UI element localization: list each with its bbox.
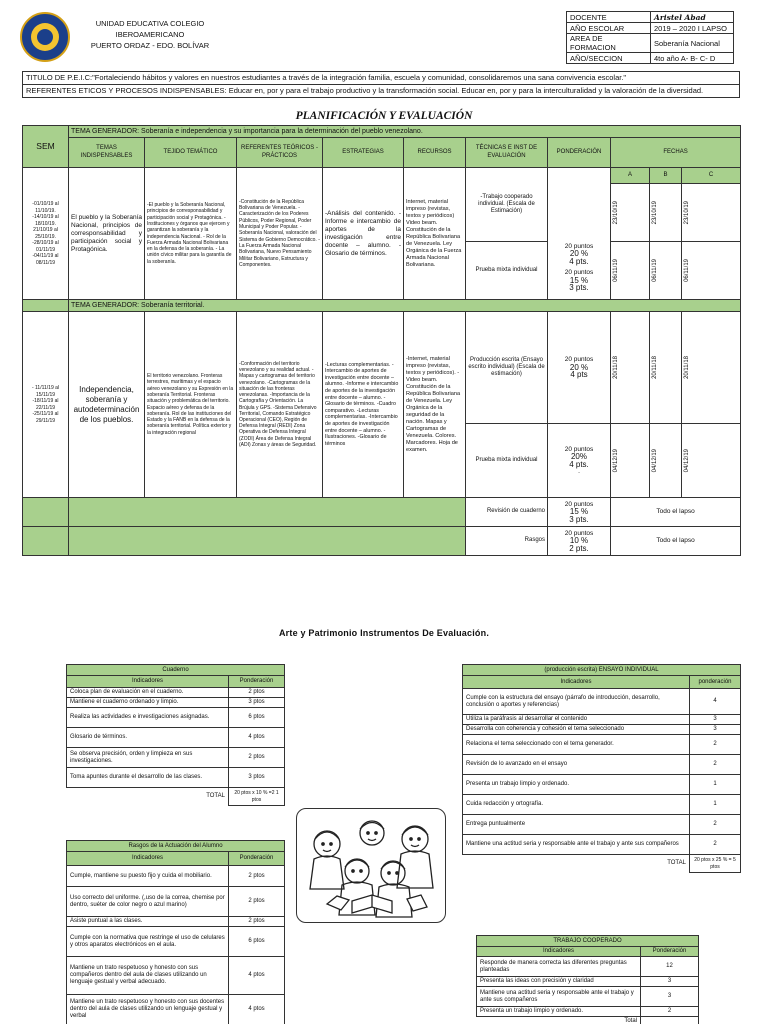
col-header: Indicadores [463, 676, 690, 689]
pond-pts: 2 pts. [569, 543, 589, 553]
header-tecnicas: TÉCNICAS E INST DE EVALUACIÓN [466, 138, 548, 168]
peic-title-line [23, 72, 739, 85]
fecha-4: Todo el lapso [611, 527, 741, 556]
indicator: Coloca plan de evaluación en el cuaderno. [67, 688, 229, 698]
value: 2 ptos [229, 866, 285, 887]
children-illustration-svg [297, 809, 446, 923]
col-header: Ponderación [641, 947, 699, 957]
value: 1 [690, 795, 741, 815]
header-ponderacion: PONDERACIÓN [548, 138, 611, 168]
tema-text: Soberanía e independencia y su importancia para la determinación del pueblo venezolano. [139, 127, 423, 135]
total-value: 20 ptos x 25 % = 5 ptos [690, 855, 741, 873]
empty-green-cell [23, 498, 69, 527]
tecnica-4: Rasgos [466, 527, 548, 556]
empty-green-cell [69, 498, 466, 527]
ponderacion-1a [548, 168, 611, 242]
col-header: ponderación [690, 676, 741, 689]
referentes-2: -Conformación del territorio venezolano y su realidad actual. - Mapas y cartogramas del territorio venezolano. -Cartogramas de la situación de las fronteras venezolanas. -Importancia de la Cartografía y Orientación. La Brújula y GPS. -Sistema Defensivo Territorial, Comando Estratégico Operacional (CEO), Región de Defensa Integral (REDI) Zona Operativa de Defensa Integral (ZODI) Área de Defensa Integral (ADI) Zonas y áreas de Seguridad. [237, 312, 323, 498]
indicator: Realiza las actividades e investigaciones asignadas. [67, 708, 229, 728]
pond-pct: 20% [570, 452, 587, 461]
pond-points: 20 puntos [564, 269, 594, 276]
indicator: Mantiene un trato respetuoso y honesto con sus docentes dentro del aula de clases utilizando un lenguaje gestual y verbal [67, 995, 229, 1024]
indicator: Responde de manera correcta las diferentes preguntas planteadas [477, 957, 641, 977]
total-label: Total [624, 1018, 637, 1024]
estrategias-1: -Análisis del contenido. -Informe e intercambio de aportes de la investigación entre docente – alumno. -Glosario de términos. [323, 168, 404, 300]
pond-pct: 15 % [569, 507, 589, 517]
value: 12 [641, 957, 699, 977]
table-title: Rasgos de la Actuación del Alumno [67, 841, 285, 852]
value: 3 [641, 987, 699, 1007]
fecha-cell [650, 424, 682, 498]
tecnica-1a: -Trabajo cooperado individual. (Escala de Estimación) [466, 168, 548, 242]
tejido-2: El territorio venezolano. Fronteras terrestres, marítimas y el espacio aéreo venezolano y su Expresión en la soberanía Territorial. Fronteras situación y problemática del territorio. Espacio aéreo y defensa de la soberanía. Rol de las instituciones del Estado y la FANB en la defensa de la soberanía territorial. Política exterior y la integración regional [145, 312, 237, 498]
school-name [80, 18, 220, 51]
peic-box [22, 71, 740, 98]
header-fecha-b: B [650, 168, 682, 184]
value: 4 ptos [229, 995, 285, 1024]
tecnica-1b: Prueba mixta individual [466, 242, 548, 300]
indicator: Utiliza la paráfrasis al desarrollar el contenido [463, 715, 690, 725]
indicator: Desarrolla con coherencia y cohesión el tema seleccionado [463, 725, 690, 735]
indicator: Cumple con la estructura del ensayo (párrafo de introducción, desarrollo, conclusión o aportes y referencias) [463, 689, 690, 715]
planning-grid [22, 125, 741, 556]
value: 3 [690, 715, 741, 725]
value: 3 ptos [229, 698, 285, 708]
value: 4 ptos [229, 957, 285, 995]
header-fechas: FECHAS [611, 138, 741, 168]
indicator: Mantiene una actitud seria y responsable ante el trabajo y ante sus compañeros [477, 987, 641, 1007]
fecha-1b-c: 06/11/19 [684, 259, 690, 282]
header-referentes: REFERENTES TEÓRICOS - PRÁCTICOS [237, 138, 323, 168]
ponderacion-2a [548, 312, 611, 424]
pond-pts: 3 pts. [569, 283, 589, 292]
value: 2 ptos [229, 748, 285, 768]
total-value [641, 1017, 699, 1024]
indicator: Cuida redacción y ortografía. [463, 795, 690, 815]
school-line-2: IBEROAMERICANO [115, 30, 185, 39]
value: 2 [641, 1007, 699, 1017]
value: 3 ptos [229, 768, 285, 788]
recursos-2: -Internet, material impreso (revistas, textos y periódicos). - Video beam. Constitución de la República Bolivariana de Venezuela. Ley Orgánica de la seguridad de la nación. Mapas y Cartogramas de Venezuela. Colores. Marcadores. Hoja de examen. [404, 312, 466, 498]
fecha-2a-b: 20/11/18 [652, 356, 658, 379]
info-key: AREA DE FORMACION [567, 34, 651, 53]
value: 3 [690, 725, 741, 735]
indicator: Uso correcto del uniforme. (,uso de la correa, chemise por dentro, suéter de color negro o azul marino) [67, 887, 229, 917]
referentes-1: -Constitución de la República Bolivariana de Venezuela. -Caracterización de los Poderes Públicos, Poder Regional, Poder Municipal y Poder Popular. -Soberanía Nacional, valoración del Sistema de Gobierno Democrático. -La Fuerza Armada Nacional Bolivariana, Nuevo Pensamiento Militar Bolivariano, Estructura y Componentes. [237, 168, 323, 300]
info-key: AÑO/SECCION [567, 53, 651, 64]
fecha-3: Todo el lapso [611, 498, 741, 527]
pond-pts: 4 pts. [569, 256, 589, 266]
indicator: Asiste puntual a las clases. [67, 917, 229, 927]
header-tejido: TEJIDO TEMÁTICO [145, 138, 237, 168]
tecnica-2a: Producción escrita (Ensayo escrito individual) (Escala de estimación) [466, 312, 548, 424]
arte-title: Arte y Patrimonio Instrumentos De Evaluación. [278, 628, 490, 638]
total-value: 20 ptos x 10 % =2 1 ptos [229, 788, 285, 806]
info-value: Soberanía Nacional [651, 34, 734, 53]
fecha-cell [611, 184, 650, 242]
indicator: Presenta un trabajo limpio y ordenado. [463, 775, 690, 795]
fecha-1a-c: 23/10/19 [684, 200, 690, 225]
indicator: Presenta las ideas con precisión y claridad [477, 977, 641, 987]
fecha-2b-b: 04/12/19 [652, 448, 658, 473]
school-line-1: UNIDAD EDUCATIVA COLEGIO [95, 19, 205, 28]
indicator: Presenta un trabajo limpio y ordenado. [477, 1007, 641, 1017]
fecha-1b-b: 06/11/19 [652, 259, 658, 282]
school-line-3: PUERTO ORDAZ - EDO. BOLÍVAR [90, 41, 210, 50]
pond-pct: 20 % [569, 249, 589, 258]
school-logo [20, 12, 70, 62]
info-key: DOCENTE [567, 12, 651, 23]
pond-dot: . [578, 468, 580, 475]
ponderacion-1-block [548, 242, 611, 300]
tema-label: TEMA GENERADOR: [71, 127, 140, 135]
fecha-2b-c: 04/12/19 [684, 448, 690, 473]
cooperado-table [476, 935, 699, 1024]
pond-points: 20 puntos [564, 500, 594, 508]
info-value: 4to año A- B- C- D [651, 53, 734, 64]
fecha-cell [650, 312, 682, 424]
ponderacion-2b [548, 424, 611, 498]
tema-label: TEMA GENERADOR: [71, 301, 140, 309]
teacher-info-table [566, 11, 734, 64]
children-reading-illustration [296, 808, 446, 923]
table-title: (producción escrita) ENSAYO INDIVIDUAL [463, 665, 741, 676]
ponderacion-3 [548, 498, 611, 527]
estrategias-2: -Lecturas complementarias. -Intercambio de aportes de investigación entre docente – alumno. -Informe e intercambio de aportes de la investigación entre docente – alumno. -Glosario de términos. -Cuadro comparativo. -Lecturas complementarias. -Intercambio de aportes de investigación entre docente – alumno. -Ilustraciones. -Glosario de términos [323, 312, 404, 498]
col-header: Indicadores [67, 852, 229, 866]
fecha-cell [682, 242, 741, 300]
tecnica-2b: Prueba mixta individual [466, 424, 548, 498]
pond-pts: 4 pts [570, 370, 588, 380]
pond-points: 20 puntos [564, 242, 594, 250]
header-temas: TEMAS INDISPENSABLES [69, 138, 145, 168]
indicator: Revisión de lo avanzado en el ensayo [463, 755, 690, 775]
fecha-1a-b: 23/10/19 [652, 200, 658, 225]
fecha-1a-a: 23/10/19 [613, 200, 619, 225]
value: 2 ptos [229, 688, 285, 698]
info-key: AÑO ESCOLAR [567, 23, 651, 34]
info-value: 2019 – 2020 I LAPSO [651, 23, 734, 34]
fecha-cell [682, 184, 741, 242]
value: 2 [690, 755, 741, 775]
col-header: Indicadores [477, 947, 641, 957]
fecha-cell [650, 184, 682, 242]
pond-pct: 20 % [569, 362, 589, 372]
value: 4 [690, 689, 741, 715]
col-header: Ponderación [229, 852, 285, 866]
peic-referentes-text: Educar en, por y para el trabajo productivo y la transformación social. Educar en, por y para la interculturalidad y la valoración de la diversidad. [226, 86, 704, 95]
indicator: Glosario de términos. [67, 728, 229, 748]
fecha-cell [611, 312, 650, 424]
pond-points: 20 puntos [564, 356, 594, 364]
header-fecha-a: A [611, 168, 650, 184]
col-header: Ponderación [229, 676, 285, 688]
value: 1 [690, 775, 741, 795]
fecha-cell [650, 242, 682, 300]
ensayo-table [462, 664, 741, 873]
indicator: Cumple, mantiene su puesto fijo y cuida el mobiliario. [67, 866, 229, 887]
header-estrategias: ESTRATEGIAS [323, 138, 404, 168]
indicator: Mantiene el cuaderno ordenado y limpio. [67, 698, 229, 708]
sem-dates-1: -01/10/19 al 11/10/19. -14/10/19 al 18/10/19. 21/10/19 al 25/10/19. -28/10/19 al 01/11/19 -04/11/19 al 08/11/19 [23, 168, 69, 300]
pond-points: 20 puntos [564, 445, 594, 453]
value: 2 [690, 735, 741, 755]
empty-green-cell [23, 527, 69, 556]
tecnica-3: Revisión de cuaderno [466, 498, 548, 527]
temas-2: Independencia, soberanía y autodeterminación de los pueblos. [69, 312, 145, 498]
header-recursos: RECURSOS [404, 138, 466, 168]
peic-referentes-label: REFERENTES ETICOS Y PROCESOS INDISPENSABLES: [26, 86, 227, 95]
peic-title-text: "Fortaleciendo hábitos y valores en nuestros estudiantes a través de la integración familia, escuela y comunidad, consolidaremos una sana convivencia escolar." [92, 73, 627, 82]
indicator: Mantiene una actitud seria y responsable ante el trabajo y ante sus compañeros [463, 835, 690, 855]
value: 2 [690, 835, 741, 855]
indicator: Relaciona el tema seleccionado con el tema generador. [463, 735, 690, 755]
fecha-cell [611, 242, 650, 300]
fecha-1b-a: 06/11/19 [613, 259, 619, 282]
value: 2 [690, 815, 741, 835]
recursos-1: Internet, material impreso (revistas, textos y periódicos) Video beam. Constitución de la República Bolivariana de Venezuela. Ley Orgánica de la Fuerza Armada Nacional Bolivariana. [404, 168, 466, 300]
indicator: Mantiene un trato respetuoso y honesto con sus compañeros dentro del aula de clases utilizando un lenguaje gestual y verbal adecuado. [67, 957, 229, 995]
peic-referentes-line [23, 85, 739, 97]
pond-pts: 3 pts. [569, 514, 589, 524]
pond-pct: 15 % [569, 275, 589, 285]
tema-generador-2 [69, 300, 741, 312]
indicator: Entrega puntualmente [463, 815, 690, 835]
tema-text: Soberanía territorial. [139, 301, 205, 309]
value: 4 ptos [229, 728, 285, 748]
tema-generador-1 [69, 126, 741, 138]
indicator: Cumple con la normativa que restringe el uso de celulares y otros aparatos electrónicos en el aula. [67, 927, 229, 957]
fecha-2a-c: 20/11/18 [684, 356, 690, 379]
teacher-signature: Aristel Abad [651, 12, 734, 23]
ponderacion-4 [548, 527, 611, 556]
cuaderno-table [66, 664, 285, 806]
total-label: TOTAL [206, 793, 225, 800]
header-fecha-c: C [682, 168, 741, 184]
value: 6 ptos [229, 708, 285, 728]
peic-title-label: TITULO DE P.E.I.C: [26, 73, 93, 82]
value: 2 ptos [229, 917, 285, 927]
fecha-cell [682, 424, 741, 498]
pond-pct: 10 % [569, 536, 589, 546]
table-title: TRABAJO COOPERADO [477, 936, 699, 947]
sem-dates-2: - 11/11/19 al 15/11/19 -18/11/19 al 22/11/19 -25/11/19 al 29/11/19 [23, 312, 69, 498]
fecha-2b-a: 04/12/19 [613, 448, 619, 473]
empty-green-cell [69, 527, 466, 556]
col-header: Indicadores [67, 676, 229, 688]
value: 3 [641, 977, 699, 987]
total-label: TOTAL [667, 860, 686, 867]
rasgos-table [66, 840, 285, 1024]
value: 6 ptos [229, 927, 285, 957]
indicator: Toma apuntes durante el desarrollo de las clases. [67, 768, 229, 788]
tema2-spacer [23, 300, 69, 312]
indicator: Se observa precisión, orden y limpieza en sus investigaciones. [67, 748, 229, 768]
fecha-cell [682, 312, 741, 424]
table-title: Cuaderno [67, 665, 285, 676]
fecha-2a-a: 20/11/18 [613, 356, 619, 379]
temas-1: El pueblo y la Soberanía Nacional, principios de corresponsabilidad y participación social y Protagónica. [69, 168, 145, 300]
pond-pts: 4 pts. [569, 459, 589, 469]
plan-title: PLANIFICACIÓN Y EVALUACIÓN [295, 110, 473, 122]
tejido-1: -El pueblo y la Soberanía Nacional, principios de corresponsabilidad y participación social y Protagónica. - Instituciones y órganos que ejercen y garantizan la soberanía y la independencia Nacional. - Rol de la Fuerza Armada Nacional Bolivariana en la defensa de la soberanía. - La unión cívico militar para la garantía de la soberanía. [145, 168, 237, 300]
pond-points: 20 puntos [564, 529, 594, 537]
fecha-cell [611, 424, 650, 498]
sem-header: SEM [23, 126, 69, 168]
value: 2 ptos [229, 887, 285, 917]
